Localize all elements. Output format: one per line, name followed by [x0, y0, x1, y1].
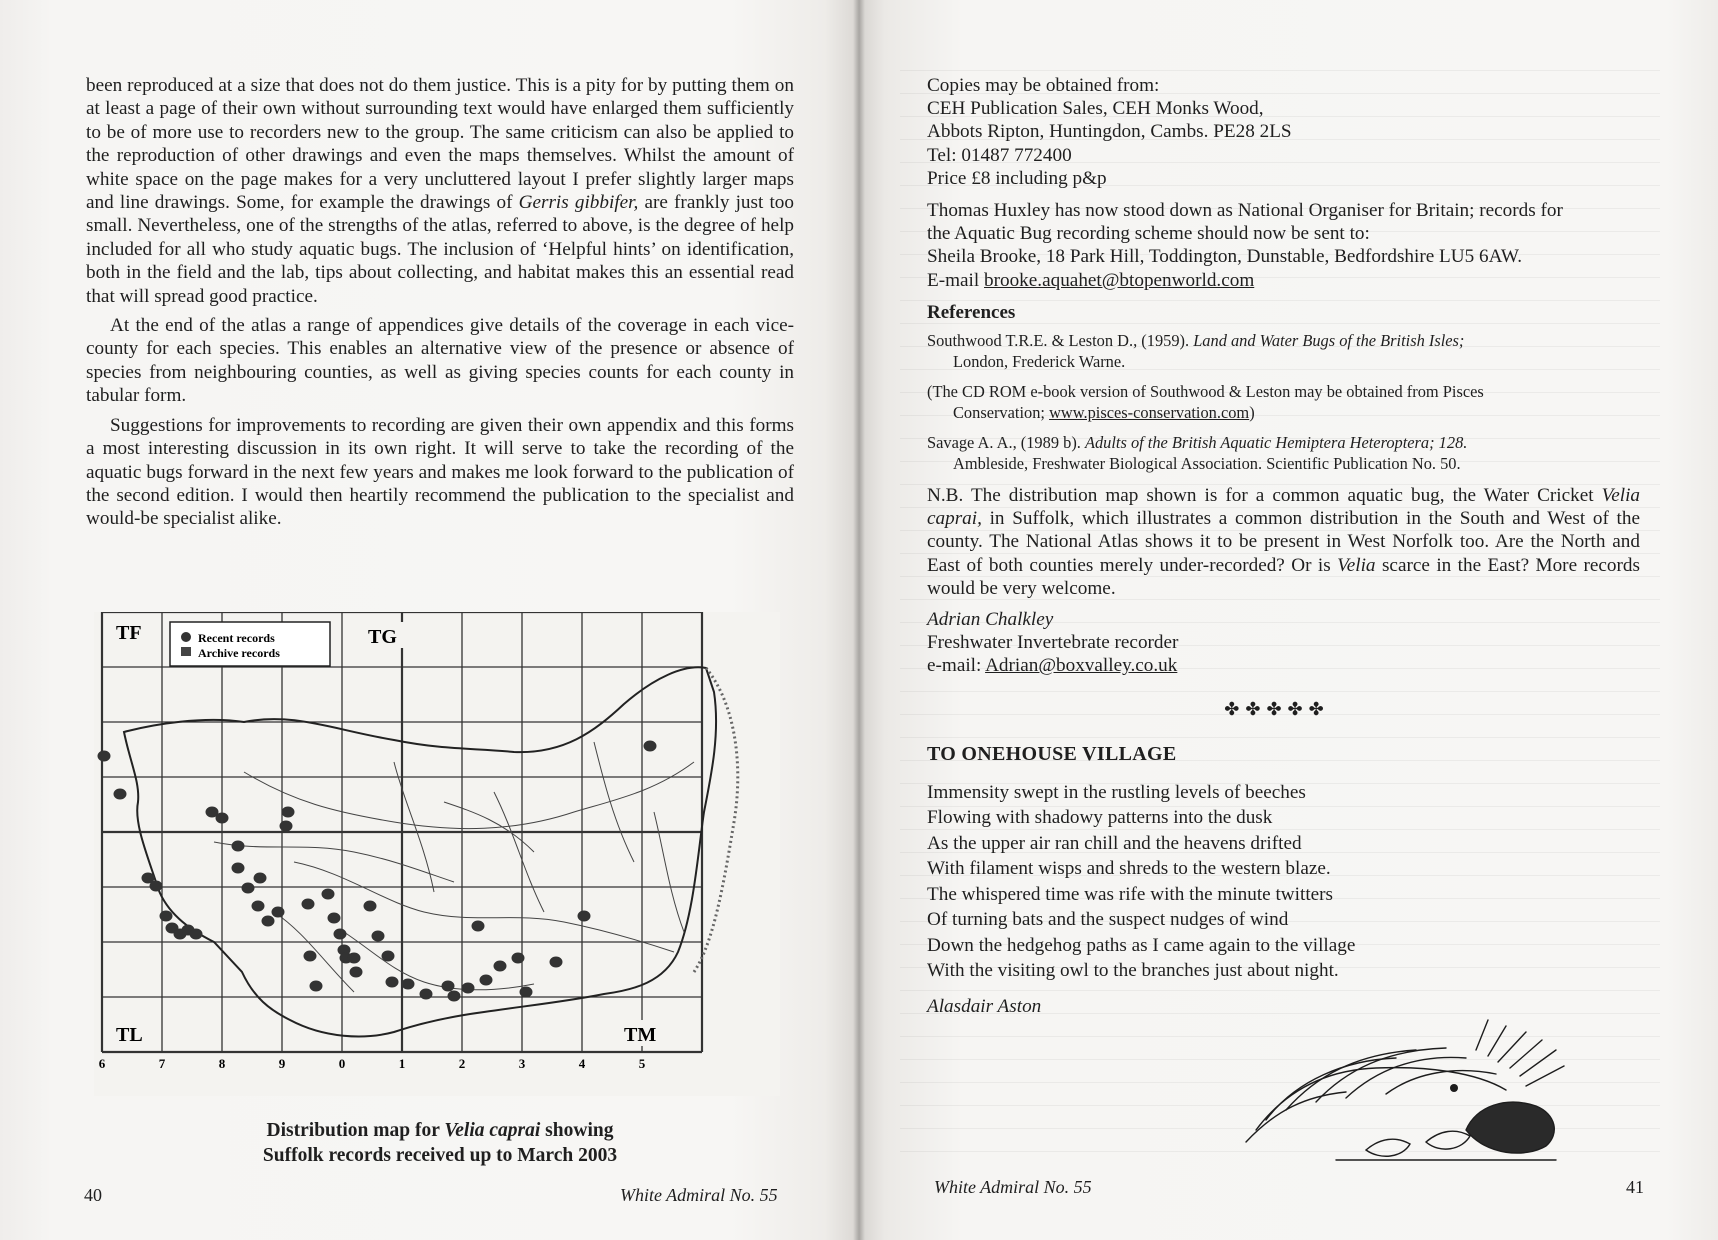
- record-dot: [578, 911, 591, 922]
- map-caption: Distribution map for Velia caprai showing Suffolk records received up to March 2003: [262, 1120, 618, 1166]
- record-dot: [382, 951, 395, 962]
- page-number: 41: [1626, 1177, 1644, 1197]
- record-dot: [282, 807, 295, 818]
- map-legend: [170, 622, 330, 666]
- axis-tick-label: 5: [638, 1056, 646, 1071]
- axis-tick-label: 1: [398, 1056, 406, 1071]
- record-dot: [328, 913, 341, 924]
- author-signature: Adrian Chalkley Freshwater Invertebrate recorder e-mail: Adrian@boxvalley.co.uk: [927, 609, 1179, 677]
- record-dot: [472, 921, 485, 932]
- poem: Immensity swept in the rustling levels of beeches Flowing with shadowy patterns into the dusk As the upper air ran chill and the heavens drifted With filament wisps and shreds to the western blaze. The whispered time was rife with the minute twitters Of turning bats and the suspect nudges of wind Down the hedgehog paths as I came again to the village With the visiting owl to the branches just about night.: [927, 782, 1356, 981]
- record-dot: [242, 883, 255, 894]
- record-dot: [98, 751, 111, 762]
- record-dot: [190, 929, 203, 940]
- axis-tick-label: 3: [518, 1056, 526, 1071]
- record-dot: [216, 813, 229, 824]
- record-dot: [252, 901, 265, 912]
- axis-tick-label: 6: [98, 1056, 106, 1071]
- axis-tick-label: 4: [578, 1056, 586, 1071]
- record-dot: [386, 977, 399, 988]
- record-dot: [442, 981, 455, 992]
- record-dot: [644, 741, 657, 752]
- record-dot: [304, 951, 317, 962]
- record-dot: [150, 881, 163, 892]
- poem-title: TO ONEHOUSE VILLAGE: [927, 742, 1177, 765]
- record-dot: [232, 841, 245, 852]
- right-body-text: [927, 74, 1640, 1019]
- reference-item: Savage A. A., (1989 b). Adults of the British Aquatic Hemiptera Heteroptera; 128. Ambleside, Freshwater Biological Association. Scientific Publication No. 50.: [927, 433, 1468, 474]
- section-separator: ✤✤✤✤✤: [1224, 698, 1330, 719]
- record-dot: [512, 953, 525, 964]
- legend-archive-label: Archive records: [198, 646, 280, 660]
- distribution-map: [94, 612, 780, 1096]
- record-dot: [550, 957, 563, 968]
- axis-tick-label: 0: [338, 1056, 346, 1071]
- record-dot: [480, 975, 493, 986]
- left-body-text: [86, 74, 794, 537]
- record-dot: [254, 873, 267, 884]
- grid-label-tm: TM: [624, 1024, 657, 1046]
- species-name: Gerris gibbifer,: [518, 192, 639, 214]
- poet-name: Alasdair Aston: [927, 996, 1042, 1018]
- running-title: White Admiral No. 55: [934, 1177, 1092, 1197]
- grid-label-tg: TG: [368, 626, 397, 648]
- record-dot: [364, 901, 377, 912]
- record-dot: [348, 953, 361, 964]
- record-dot: [114, 789, 127, 800]
- running-title: White Admiral No. 55: [620, 1185, 778, 1205]
- record-dot: [520, 987, 533, 998]
- record-dot: [402, 979, 415, 990]
- record-dot: [280, 821, 293, 832]
- references-heading: References: [927, 301, 1016, 323]
- record-dot: [322, 889, 335, 900]
- paragraph: Suggestions for improvements to recording are given their own appendix and this forms a most interesting discussion in its own right. It will serve to take the recording of the aquatic bugs forward in the next few years and makes me look forward to the publication of the second edition. I would then heartily recommend the publication to the specialist and would-be specialist alike.: [86, 414, 794, 530]
- book-gutter: [853, 0, 865, 1240]
- copies-info: Copies may be obtained from: CEH Publication Sales, CEH Monks Wood, Abbots Ripton, Huntingdon, Cambs. PE28 2LS Tel: 01487 772400 Price £8 including p&p: [927, 75, 1292, 189]
- record-dot: [372, 931, 385, 942]
- email-link[interactable]: brooke.aquahet@btopenworld.com: [984, 269, 1255, 291]
- record-dot: [310, 981, 323, 992]
- paragraph: been reproduced at a size that does not do them justice. This is a pity for by putting them on at least a page of their own without surrounding text would have enlarged them sufficiently to be of more use to recorders new to the group. The same criticism can also be applied to the reproduction of other drawings and even the maps themselves. Whilst the amount of white space on the page makes for a very uncluttered layout I prefer slightly larger maps and line drawings. Some, for example the drawings of Gerris gibbifer, are frankly just too small. Nevertheless, one of the strengths of the atlas, referred to above, is the degree of help included for all who study aquatic bugs. The inclusion of ‘Helpful hints’ on identification, both in the field and the lab, tips about collecting, and habitat makes this an essential read that will spread good practice.: [86, 75, 794, 307]
- record-dot: [272, 907, 285, 918]
- record-dot: [448, 991, 461, 1002]
- paragraph: At the end of the atlas a range of appendices give details of the coverage in each vice-county for each species. This enables an alternative view of the presence or absence of species from neighbouring counties, as well as giving species counts for each county in tabular form.: [86, 315, 794, 407]
- axis-tick-label: 2: [458, 1056, 466, 1071]
- website-link[interactable]: www.pisces-conservation.com: [1049, 403, 1250, 423]
- huxley-note: Thomas Huxley has now stood down as National Organiser for Britain; records for the Aquatic Bug recording scheme should now be sent to: Sheila Brooke, 18 Park Hill, Toddington, Dunstable, Bedfordshire LU5 6AW. E-mail brooke.aquahet@btopenworld.com: [927, 200, 1563, 291]
- grid-label-tl: TL: [116, 1024, 143, 1046]
- record-dot: [232, 863, 245, 874]
- nb-paragraph: N.B. The distribution map shown is for a common aquatic bug, the Water Cricket Velia caprai, in Suffolk, which illustrates a common distribution in the South and West of the county. The National Atlas shows it to be present in West Norfolk too. Are the North and East of both counties merely under-recorded? Or is Velia scarce in the East? More records would be very welcome.: [927, 485, 1640, 599]
- record-dot: [302, 899, 315, 910]
- author-email-link[interactable]: Adrian@boxvalley.co.uk: [985, 655, 1178, 677]
- axis-tick-label: 9: [278, 1056, 286, 1071]
- legend-recent-label: Recent records: [198, 631, 275, 645]
- hedgehog-drawing: [1226, 1010, 1586, 1170]
- reference-item: (The CD ROM e-book version of Southwood & Leston may be obtained from Pisces Conservation; www.pisces-conservation.com): [927, 382, 1484, 423]
- record-dot: [160, 911, 173, 922]
- axis-tick-label: 7: [158, 1056, 166, 1071]
- record-dot: [350, 967, 363, 978]
- grid-label-tf: TF: [116, 622, 142, 644]
- record-dot: [334, 929, 347, 940]
- reference-item: Southwood T.R.E. & Leston D., (1959). Land and Water Bugs of the British Isles; London, Frederick Warne.: [927, 331, 1465, 372]
- axis-tick-label: 8: [218, 1056, 226, 1071]
- record-dot: [462, 983, 475, 994]
- record-dot: [420, 989, 433, 1000]
- record-dot: [262, 916, 275, 927]
- record-dot: [494, 961, 507, 972]
- page-number: 40: [84, 1185, 102, 1205]
